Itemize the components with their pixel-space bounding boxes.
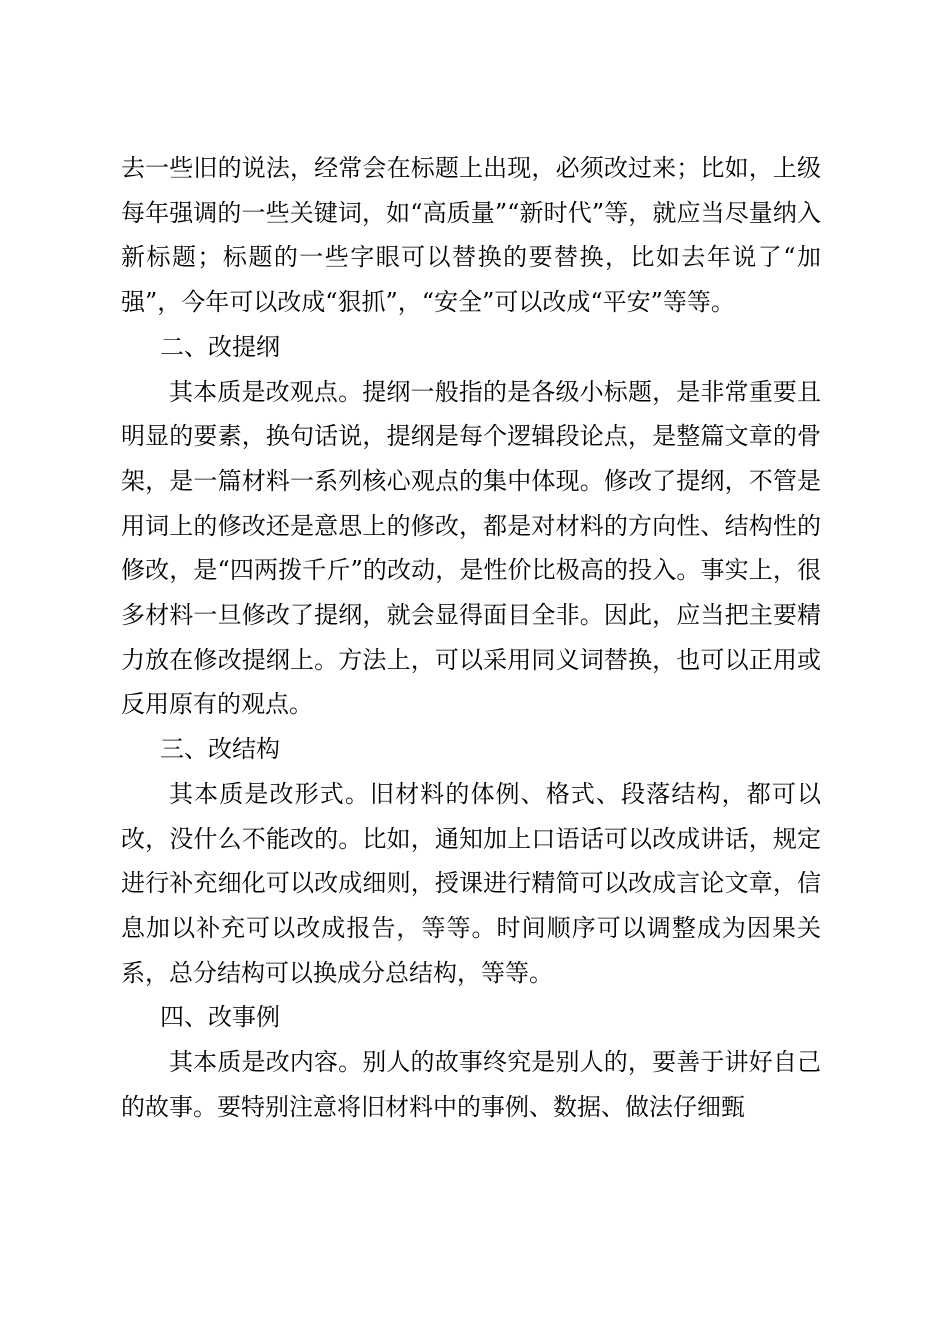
section-heading-outline: 二、改提纲 [160, 332, 280, 361]
body-paragraph: 其本质是改观点。提纲一般指的是各级小标题，是非常重要且明显的要素，换句话说，提纲是每个逻辑段论点，是整篇文章的骨架，是一篇材料一系列核心观点的集中体现。修改了提纲，不管是用词上的修改还是意思上的修改，都是对材料的方向性、结构性的修改，是“四两拨千斤”的改动，是性价比极高的投入。事实上，很多材料一旦修改了提纲，就会显得面目全非。因此，应当把主要精力放在修改提纲上。方法上，可以采用同义词替换，也可以正用或反用原有的观点。 [121, 377, 821, 719]
body-paragraph: 去一些旧的说法，经常会在标题上出现，必须改过来；比如，上级每年强调的一些关键词，如“高质量”“新时代”等，就应当尽量纳入新标题；标题的一些字眼可以替换的要替换，比如去年说了“加强”，今年可以改成“狠抓”，“安全”可以改成“平安”等等。 [121, 154, 821, 317]
section-heading-structure: 三、改结构 [160, 735, 280, 764]
section-heading-examples: 四、改事例 [160, 1003, 280, 1032]
body-paragraph: 其本质是改形式。旧材料的体例、格式、段落结构，都可以改，没什么不能改的。比如，通知加上口语话可以改成讲话，规定进行补充细化可以改成细则，授课进行精简可以改成言论文章，信息加以补充可以改成报告，等等。时间顺序可以调整成为因果关系，总分结构可以换成分总结构，等等。 [121, 779, 821, 987]
document-page [121, 146, 821, 1129]
body-paragraph: 其本质是改内容。别人的故事终究是别人的，要善于讲好自己的故事。要特别注意将旧材料中的事例、数据、做法仔细甄 [121, 1048, 821, 1121]
